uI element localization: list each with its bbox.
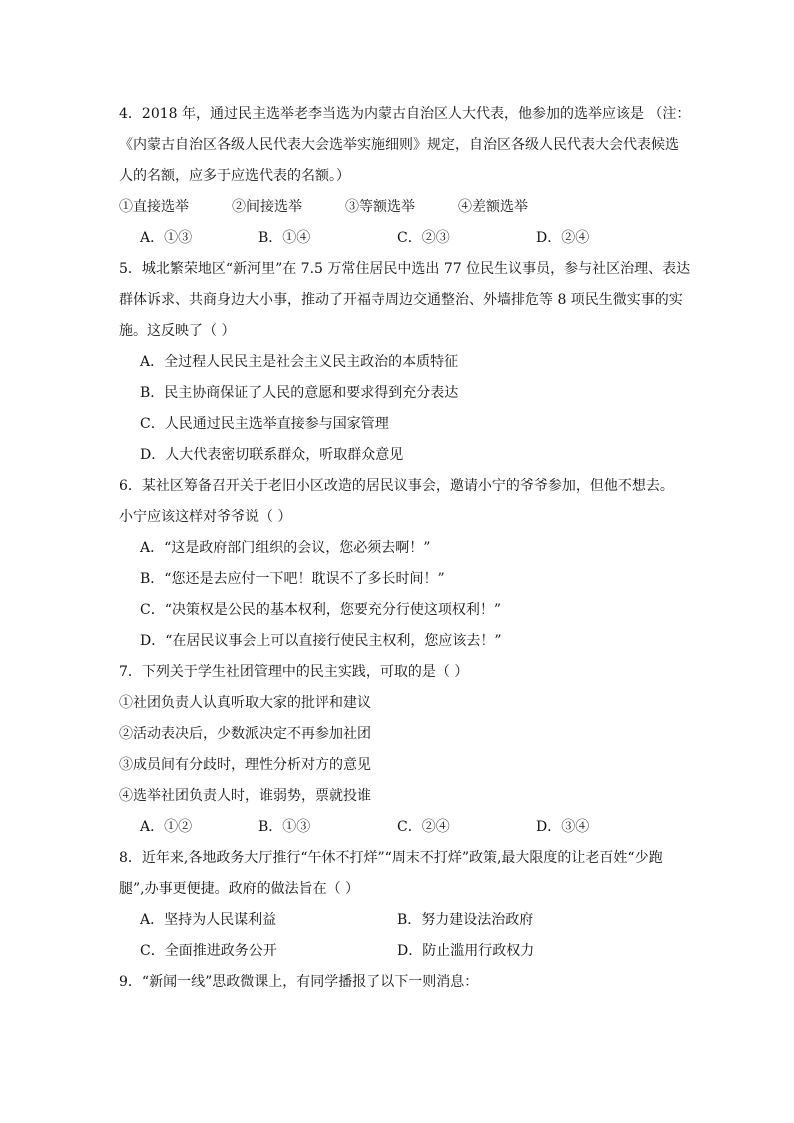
q7-statement-3: ③成员间有分歧时，理性分析对方的意见 [119, 757, 371, 773]
q5-option-a: A．全过程人民民主是社会主义民主政治的本质特征 [140, 354, 459, 370]
q7-choice-b: B．①③ [258, 819, 311, 835]
q8-line-1: 8．近年来,各地政务大厅推行“午休不打烊”“周末不打烊”政策,最大限度的让老百姓“少跑 [119, 850, 663, 866]
q5-option-b: B．民主协商保证了人民的意愿和要求得到充分表达 [140, 385, 459, 401]
q4-statement-2: ②间接选举 [232, 199, 302, 215]
q4-statement-1: ①直接选举 [119, 199, 189, 215]
q7-statement-4: ④选举社团负责人时，谁弱势，票就投谁 [119, 788, 371, 804]
q4-line-3: 人的名额，应多于应选代表的名额。） [119, 168, 350, 184]
q5-option-d: D．人大代表密切联系群众，听取群众意见 [140, 447, 404, 463]
q8-choice-b: B．努力建设法治政府 [397, 912, 534, 928]
q8-choice-d: D．防止滥用行政权力 [397, 943, 535, 959]
q9-line-1: 9．“新闻一线”思政微课上，有同学播报了以下一则消息： [119, 974, 479, 990]
q6-option-b: B．“您还是去应付一下吧！耽误不了多长时间！” [140, 571, 445, 587]
q4-statement-4: ④差额选举 [458, 199, 528, 215]
q4-line-2: 《内蒙古自治区各级人民代表大会选举实施细则》规定，自治区各级人民代表大会代表候选 [119, 137, 679, 153]
q5-line-1: 5．城北繁荣地区“新河里”在 7.5 万常住居民中选出 77 位民生议事员，参与社区治理、表达 [119, 261, 691, 277]
q4-line-1: 4．2018 年，通过民主选举老李当选为内蒙古自治区人大代表，他参加的选举应该是 （注： [119, 106, 691, 122]
q7-statement-2: ②活动表决后，少数派决定不再参加社团 [119, 726, 371, 742]
q7-line-1: 7．下列关于学生社团管理中的民主实践，可取的是（ ） [119, 664, 469, 680]
q4-choice-a: A．①③ [140, 230, 193, 246]
q4-choice-b: B．①④ [258, 230, 311, 246]
q6-option-c: C．“决策权是公民的基本权利，您要充分行使这项权利！” [140, 602, 502, 618]
q5-option-c: C．人民通过民主选举直接参与国家管理 [140, 416, 389, 432]
q6-option-d: D．“在居民议事会上可以直接行使民主权利，您应该去！” [140, 633, 502, 649]
q7-choice-a: A．①② [140, 819, 193, 835]
q8-choice-c: C．全面推进政务公开 [140, 943, 277, 959]
q4-statement-3: ③等额选举 [345, 199, 415, 215]
q6-line-1: 6．某社区筹备召开关于老旧小区改造的居民议事会，邀请小宁的爷爷参加，但他不想去。 [119, 478, 674, 494]
q4-choice-c: C．②③ [397, 230, 450, 246]
q8-choice-a: A．坚持为人民谋利益 [140, 912, 277, 928]
q8-line-2: 腿”,办事更便捷。政府的做法旨在（ ） [119, 881, 360, 897]
q5-line-2: 群体诉求、共商身边大小事，推动了开福寺周边交通整治、外墙排危等 8 项民生微实事的实 [119, 292, 683, 308]
q6-line-2: 小宁应该这样对爷爷说（ ） [119, 509, 292, 525]
q7-choice-c: C．②④ [397, 819, 450, 835]
q7-statement-1: ①社团负责人认真听取大家的批评和建议 [119, 695, 371, 711]
q5-line-3: 施。这反映了（ ） [119, 323, 236, 339]
q7-choice-d: D．③④ [536, 819, 590, 835]
q4-choice-d: D．②④ [536, 230, 590, 246]
q6-option-a: A．“这是政府部门组织的会议，您必须去啊！” [140, 540, 431, 556]
